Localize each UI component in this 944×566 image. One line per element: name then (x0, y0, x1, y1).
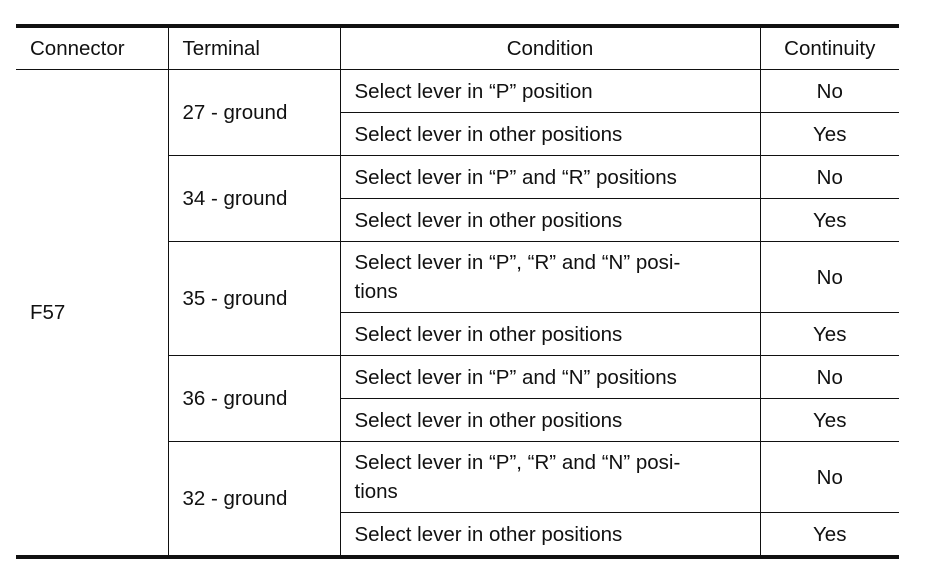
continuity-cell: No (760, 156, 899, 199)
header-connector: Connector (16, 26, 168, 70)
continuity-cell: Yes (760, 513, 899, 558)
condition-cell: Select lever in “P” and “N” positions (340, 356, 760, 399)
terminal-cell: 34 - ground (168, 156, 340, 242)
table-header-row (16, 26, 899, 70)
condition-cell: Select lever in other positions (340, 399, 760, 442)
continuity-cell: No (760, 70, 899, 113)
continuity-cell: No (760, 442, 899, 513)
table-row (16, 70, 899, 113)
terminal-cell: 36 - ground (168, 356, 340, 442)
condition-cell: Select lever in “P”, “R” and “N” posi- tions (340, 242, 760, 313)
condition-cell: Select lever in other positions (340, 313, 760, 356)
continuity-cell: Yes (760, 399, 899, 442)
continuity-cell: No (760, 242, 899, 313)
condition-cell: Select lever in other positions (340, 113, 760, 156)
continuity-cell: No (760, 356, 899, 399)
terminal-cell: 27 - ground (168, 70, 340, 156)
header-terminal: Terminal (168, 26, 340, 70)
connector-cell: F57 (16, 70, 168, 558)
continuity-cell: Yes (760, 313, 899, 356)
continuity-spec-table (16, 24, 899, 559)
continuity-cell: Yes (760, 113, 899, 156)
condition-cell: Select lever in other positions (340, 199, 760, 242)
header-condition: Condition (340, 26, 760, 70)
header-continuity: Continuity (760, 26, 899, 70)
terminal-cell: 32 - ground (168, 442, 340, 558)
continuity-cell: Yes (760, 199, 899, 242)
condition-cell: Select lever in “P” position (340, 70, 760, 113)
condition-cell: Select lever in “P”, “R” and “N” posi- tions (340, 442, 760, 513)
condition-cell: Select lever in other positions (340, 513, 760, 558)
condition-cell: Select lever in “P” and “R” positions (340, 156, 760, 199)
terminal-cell: 35 - ground (168, 242, 340, 356)
